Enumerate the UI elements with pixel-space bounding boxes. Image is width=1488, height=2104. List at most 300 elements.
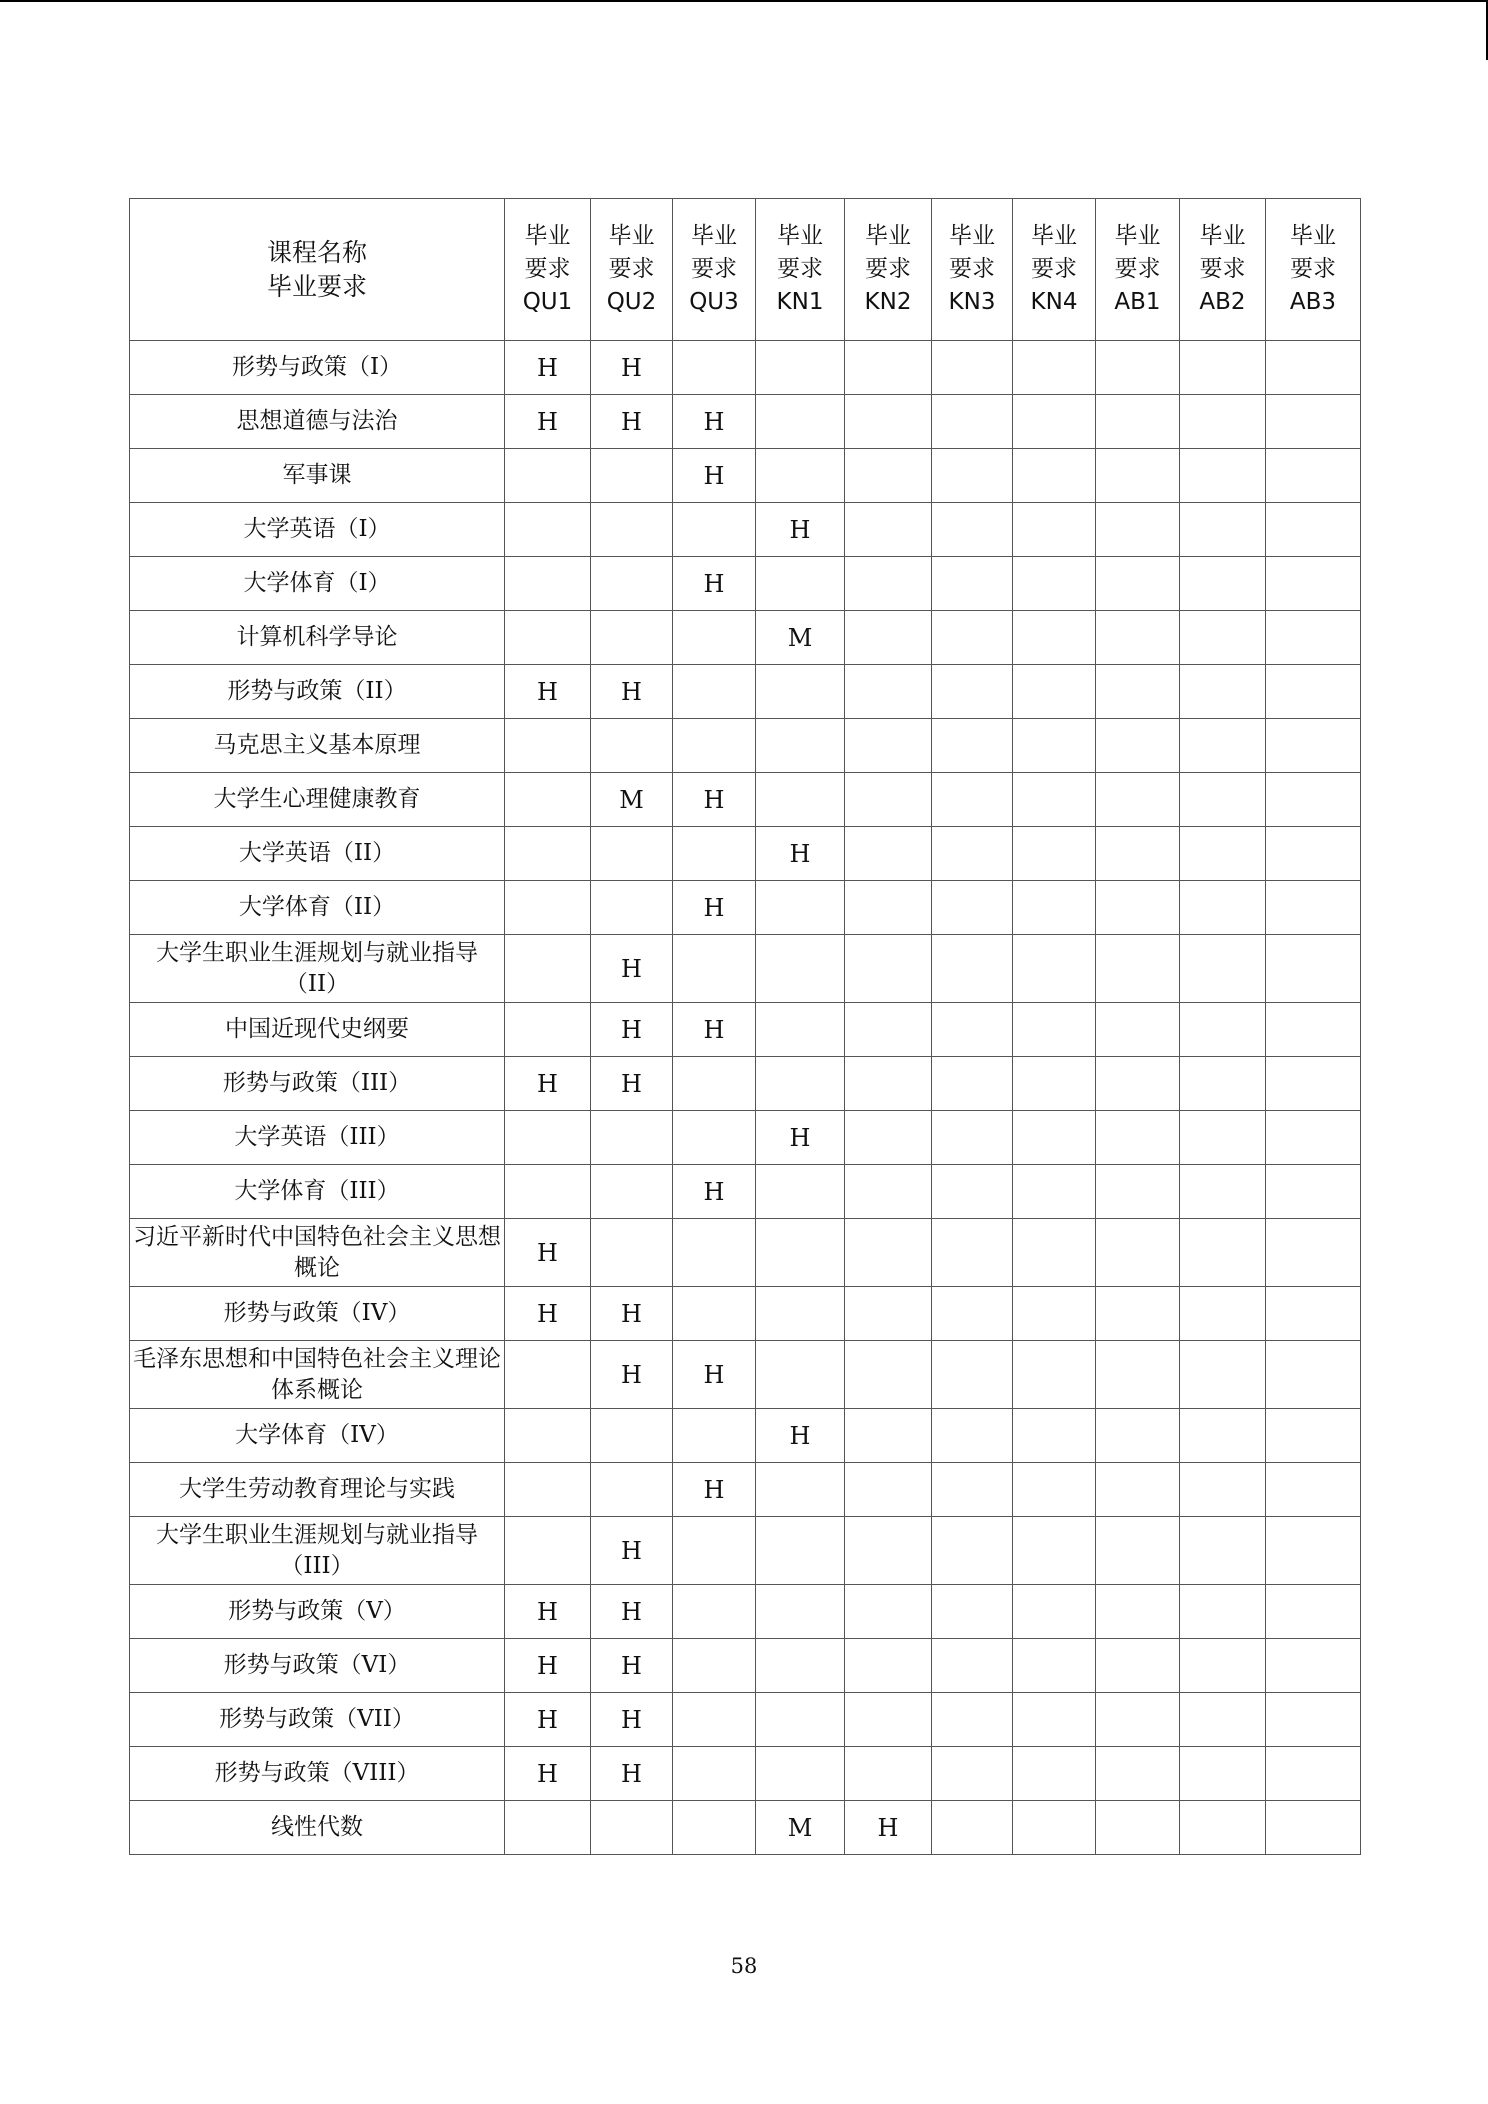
support-level-cell-qu1 (505, 773, 591, 827)
support-level-cell-ab3 (1266, 1003, 1361, 1057)
support-level-cell-ab3 (1266, 1165, 1361, 1219)
table-row (130, 827, 1361, 881)
support-level-cell-qu3 (673, 1585, 756, 1639)
support-level-cell-kn1 (756, 1463, 845, 1517)
support-level-cell-ab3 (1266, 1057, 1361, 1111)
support-level-cell-ab2 (1180, 1693, 1266, 1747)
table-row (130, 1341, 1361, 1409)
support-level-cell-kn3 (932, 881, 1013, 935)
support-level-cell-qu1: H (505, 395, 591, 449)
support-level-cell-kn1 (756, 449, 845, 503)
support-level-cell-ab2 (1180, 1409, 1266, 1463)
column-header-kn3 (932, 199, 1013, 341)
table-row (130, 557, 1361, 611)
course-name-cell: 大学生心理健康教育 (130, 773, 505, 827)
support-level-cell-ab1 (1096, 1287, 1180, 1341)
support-level-cell-kn4 (1013, 1801, 1096, 1855)
support-level-cell-ab1 (1096, 665, 1180, 719)
course-requirement-matrix (129, 198, 1361, 1855)
column-header-code: AB3 (1289, 289, 1337, 315)
support-level-cell-kn2 (845, 1463, 932, 1517)
support-level-cell-kn1: H (756, 503, 845, 557)
support-level-cell-ab2 (1180, 1219, 1266, 1287)
course-name-cell: 习近平新时代中国特色社会主义思想概论 (130, 1219, 505, 1287)
table-row (130, 1463, 1361, 1517)
support-level-cell-ab2 (1180, 1639, 1266, 1693)
support-level-cell-kn1: H (756, 1111, 845, 1165)
support-level-cell-qu3: H (673, 1165, 756, 1219)
support-level-cell-qu1: H (505, 1219, 591, 1287)
support-level-cell-qu3 (673, 1517, 756, 1585)
support-level-cell-ab2 (1180, 1517, 1266, 1585)
course-name-cell: 大学英语（III） (130, 1111, 505, 1165)
support-level-cell-kn4 (1013, 1639, 1096, 1693)
table-row (130, 341, 1361, 395)
column-header-label-l1: 毕业 (608, 223, 655, 249)
support-level-cell-qu3 (673, 1747, 756, 1801)
support-level-cell-ab1 (1096, 1517, 1180, 1585)
support-level-cell-ab3 (1266, 827, 1361, 881)
support-level-cell-kn1 (756, 395, 845, 449)
support-level-cell-kn1 (756, 773, 845, 827)
course-name-cell: 大学生职业生涯规划与就业指导（II） (130, 935, 505, 1003)
support-level-cell-qu3 (673, 827, 756, 881)
course-name-cell: 形势与政策（III） (130, 1057, 505, 1111)
support-level-cell-kn2 (845, 935, 932, 1003)
support-level-cell-kn2 (845, 1747, 932, 1801)
support-level-cell-kn1 (756, 1517, 845, 1585)
course-name-cell: 形势与政策（II） (130, 665, 505, 719)
support-level-cell-qu2 (591, 881, 673, 935)
support-level-cell-kn3 (932, 503, 1013, 557)
column-header-label-l1: 毕业 (1290, 223, 1336, 249)
support-level-cell-ab1 (1096, 827, 1180, 881)
support-level-cell-kn3 (932, 665, 1013, 719)
support-level-cell-ab1 (1096, 1165, 1180, 1219)
support-level-cell-kn4 (1013, 1111, 1096, 1165)
support-level-cell-ab2 (1180, 773, 1266, 827)
table-row (130, 1003, 1361, 1057)
table-row (130, 719, 1361, 773)
support-level-cell-kn1 (756, 881, 845, 935)
support-level-cell-kn1 (756, 1057, 845, 1111)
support-level-cell-ab2 (1180, 881, 1266, 935)
support-level-cell-kn3 (932, 1639, 1013, 1693)
support-level-cell-qu3 (673, 1801, 756, 1855)
support-level-cell-qu2: H (591, 395, 673, 449)
support-level-cell-qu3 (673, 1057, 756, 1111)
support-level-cell-ab1 (1096, 1057, 1180, 1111)
column-header-label-l1: 毕业 (865, 223, 911, 249)
table-row (130, 1111, 1361, 1165)
support-level-cell-kn3 (932, 1801, 1013, 1855)
support-level-cell-qu1: H (505, 341, 591, 395)
course-name-cell: 大学英语（I） (130, 503, 505, 557)
support-level-cell-ab2 (1180, 1585, 1266, 1639)
support-level-cell-kn2 (845, 1165, 932, 1219)
support-level-cell-kn1 (756, 1639, 845, 1693)
support-level-cell-ab3 (1266, 557, 1361, 611)
support-level-cell-ab3 (1266, 1287, 1361, 1341)
support-level-cell-qu1 (505, 719, 591, 773)
table-row (130, 1639, 1361, 1693)
support-level-cell-qu1: H (505, 1287, 591, 1341)
support-level-cell-kn1 (756, 719, 845, 773)
table-row (130, 773, 1361, 827)
course-name-cell: 大学体育（III） (130, 1165, 505, 1219)
support-level-cell-ab2 (1180, 1057, 1266, 1111)
table-row (130, 1517, 1361, 1585)
support-level-cell-qu2 (591, 1111, 673, 1165)
support-level-cell-ab3 (1266, 503, 1361, 557)
support-level-cell-kn2 (845, 665, 932, 719)
support-level-cell-qu2 (591, 503, 673, 557)
column-header-label-l2: 要求 (949, 256, 995, 282)
support-level-cell-qu2 (591, 1463, 673, 1517)
support-level-cell-qu2: H (591, 1003, 673, 1057)
course-name-cell: 中国近现代史纲要 (130, 1003, 505, 1057)
support-level-cell-qu3: H (673, 1463, 756, 1517)
support-level-cell-qu3 (673, 1219, 756, 1287)
support-level-cell-qu3 (673, 1287, 756, 1341)
support-level-cell-kn2: H (845, 1801, 932, 1855)
support-level-cell-qu2: H (591, 1747, 673, 1801)
support-level-cell-qu3: H (673, 1003, 756, 1057)
support-level-cell-kn1 (756, 557, 845, 611)
support-level-cell-kn4 (1013, 1463, 1096, 1517)
support-level-cell-kn3 (932, 449, 1013, 503)
table-row (130, 1219, 1361, 1287)
support-level-cell-kn3 (932, 1517, 1013, 1585)
support-level-cell-ab1 (1096, 773, 1180, 827)
support-level-cell-kn4 (1013, 1219, 1096, 1287)
support-level-cell-kn4 (1013, 1165, 1096, 1219)
support-level-cell-kn1: H (756, 1409, 845, 1463)
support-level-cell-qu1: H (505, 1585, 591, 1639)
support-level-cell-kn2 (845, 1409, 932, 1463)
support-level-cell-qu1 (505, 611, 591, 665)
support-level-cell-kn2 (845, 1585, 932, 1639)
support-level-cell-kn4 (1013, 1585, 1096, 1639)
support-level-cell-kn4 (1013, 341, 1096, 395)
table-row (130, 665, 1361, 719)
support-level-cell-qu2 (591, 1409, 673, 1463)
column-header-label-l1: 毕业 (691, 223, 737, 249)
support-level-cell-qu3 (673, 665, 756, 719)
support-level-cell-kn2 (845, 773, 932, 827)
support-level-cell-qu2 (591, 1219, 673, 1287)
table-row (130, 935, 1361, 1003)
table-row (130, 1287, 1361, 1341)
column-header-code: AB2 (1199, 289, 1246, 315)
support-level-cell-qu1 (505, 1341, 591, 1409)
support-level-cell-qu3: H (673, 557, 756, 611)
support-level-cell-kn1: H (756, 827, 845, 881)
support-level-cell-ab3 (1266, 1585, 1361, 1639)
support-level-cell-ab2 (1180, 1287, 1266, 1341)
column-header-label-l2: 要求 (1199, 256, 1246, 282)
support-level-cell-kn2 (845, 1639, 932, 1693)
support-level-cell-ab1 (1096, 1341, 1180, 1409)
support-level-cell-ab2 (1180, 935, 1266, 1003)
course-name-cell: 军事课 (130, 449, 505, 503)
support-level-cell-kn3 (932, 557, 1013, 611)
support-level-cell-ab1 (1096, 719, 1180, 773)
corner-header-course-name: 课程名称 (266, 237, 367, 267)
support-level-cell-qu3 (673, 611, 756, 665)
support-level-cell-qu1 (505, 881, 591, 935)
column-header-label-l2: 要求 (524, 256, 571, 282)
support-level-cell-kn4 (1013, 1747, 1096, 1801)
support-level-cell-qu1 (505, 449, 591, 503)
support-level-cell-qu2: H (591, 1057, 673, 1111)
support-level-cell-kn2 (845, 1517, 932, 1585)
support-level-cell-kn1: M (756, 611, 845, 665)
support-level-cell-ab3 (1266, 1341, 1361, 1409)
column-header-ab2 (1180, 199, 1266, 341)
support-level-cell-qu3: H (673, 773, 756, 827)
course-name-cell: 形势与政策（VII） (130, 1693, 505, 1747)
support-level-cell-kn4 (1013, 1287, 1096, 1341)
support-level-cell-ab2 (1180, 1341, 1266, 1409)
support-level-cell-kn1 (756, 341, 845, 395)
course-name-cell: 线性代数 (130, 1801, 505, 1855)
support-level-cell-kn4 (1013, 449, 1096, 503)
support-level-cell-qu1 (505, 1801, 591, 1855)
support-level-cell-ab2 (1180, 719, 1266, 773)
support-level-cell-ab2 (1180, 1165, 1266, 1219)
support-level-cell-kn2 (845, 503, 932, 557)
table-row (130, 1409, 1361, 1463)
support-level-cell-ab1 (1096, 881, 1180, 935)
column-header-label-l2: 要求 (1031, 256, 1077, 282)
column-header-label-l2: 要求 (865, 256, 911, 282)
column-header-kn2 (845, 199, 932, 341)
column-header-code: KN2 (864, 289, 912, 315)
support-level-cell-kn3 (932, 1111, 1013, 1165)
support-level-cell-ab1 (1096, 1801, 1180, 1855)
support-level-cell-ab1 (1096, 1693, 1180, 1747)
support-level-cell-ab2 (1180, 557, 1266, 611)
support-level-cell-kn3 (932, 773, 1013, 827)
support-level-cell-qu3 (673, 503, 756, 557)
support-level-cell-qu1 (505, 1111, 591, 1165)
support-level-cell-kn4 (1013, 935, 1096, 1003)
support-level-cell-qu3 (673, 935, 756, 1003)
support-level-cell-ab3 (1266, 665, 1361, 719)
support-level-cell-kn3 (932, 1747, 1013, 1801)
column-header-label-l2: 要求 (777, 256, 823, 282)
support-level-cell-qu1: H (505, 1693, 591, 1747)
support-level-cell-kn3 (932, 611, 1013, 665)
support-level-cell-qu2 (591, 719, 673, 773)
support-level-cell-ab3 (1266, 1517, 1361, 1585)
support-level-cell-kn1 (756, 665, 845, 719)
support-level-cell-kn1 (756, 1003, 845, 1057)
course-name-cell: 马克思主义基本原理 (130, 719, 505, 773)
column-header-label-l1: 毕业 (1199, 223, 1246, 249)
support-level-cell-ab2 (1180, 449, 1266, 503)
support-level-cell-ab3 (1266, 773, 1361, 827)
table-row (130, 611, 1361, 665)
support-level-cell-qu1 (505, 935, 591, 1003)
support-level-cell-kn4 (1013, 395, 1096, 449)
course-name-cell: 大学生职业生涯规划与就业指导（III） (130, 1517, 505, 1585)
course-name-cell: 大学英语（II） (130, 827, 505, 881)
support-level-cell-ab3 (1266, 449, 1361, 503)
support-level-cell-kn1 (756, 1219, 845, 1287)
course-name-cell: 思想道德与法治 (130, 395, 505, 449)
support-level-cell-qu2: H (591, 1585, 673, 1639)
support-level-cell-kn3 (932, 1463, 1013, 1517)
course-name-cell: 毛泽东思想和中国特色社会主义理论体系概论 (130, 1341, 505, 1409)
support-level-cell-qu1 (505, 1463, 591, 1517)
support-level-cell-ab3 (1266, 1747, 1361, 1801)
support-level-cell-kn4 (1013, 557, 1096, 611)
support-level-cell-kn2 (845, 827, 932, 881)
course-name-cell: 大学体育（IV） (130, 1409, 505, 1463)
support-level-cell-qu2 (591, 557, 673, 611)
support-level-cell-kn4 (1013, 611, 1096, 665)
support-level-cell-qu2: H (591, 1693, 673, 1747)
column-header-code: KN3 (948, 289, 996, 315)
column-header-label-l1: 毕业 (777, 223, 823, 249)
support-level-cell-ab3 (1266, 1219, 1361, 1287)
support-level-cell-ab3 (1266, 719, 1361, 773)
support-level-cell-ab3 (1266, 881, 1361, 935)
support-level-cell-qu3: H (673, 881, 756, 935)
table-row (130, 1747, 1361, 1801)
column-header-kn4 (1013, 199, 1096, 341)
course-name-cell: 形势与政策（VI） (130, 1639, 505, 1693)
support-level-cell-ab1 (1096, 503, 1180, 557)
support-level-cell-ab3 (1266, 611, 1361, 665)
column-header-code: AB1 (1114, 289, 1161, 315)
support-level-cell-qu2 (591, 1165, 673, 1219)
support-level-cell-kn3 (932, 341, 1013, 395)
support-level-cell-qu1 (505, 1003, 591, 1057)
support-level-cell-kn2 (845, 1003, 932, 1057)
support-level-cell-qu1: H (505, 1639, 591, 1693)
support-level-cell-ab3 (1266, 1409, 1361, 1463)
support-level-cell-qu3 (673, 1409, 756, 1463)
support-level-cell-qu1 (505, 557, 591, 611)
support-level-cell-kn2 (845, 557, 932, 611)
support-level-cell-kn3 (932, 719, 1013, 773)
support-level-cell-kn3 (932, 1165, 1013, 1219)
support-level-cell-ab2 (1180, 1003, 1266, 1057)
support-level-cell-ab1 (1096, 341, 1180, 395)
column-header-label-l2: 要求 (1114, 256, 1161, 282)
course-name-cell: 大学体育（I） (130, 557, 505, 611)
support-level-cell-ab2 (1180, 1463, 1266, 1517)
support-level-cell-kn2 (845, 395, 932, 449)
support-level-cell-qu2: H (591, 1287, 673, 1341)
column-header-code: QU1 (522, 289, 573, 315)
support-level-cell-ab3 (1266, 1693, 1361, 1747)
column-header-ab3 (1266, 199, 1361, 341)
support-level-cell-kn3 (932, 395, 1013, 449)
support-level-cell-kn3 (932, 1693, 1013, 1747)
support-level-cell-kn2 (845, 449, 932, 503)
support-level-cell-ab3 (1266, 341, 1361, 395)
support-level-cell-qu1: H (505, 665, 591, 719)
page-top-border (0, 0, 1488, 2)
table-row (130, 449, 1361, 503)
support-level-cell-kn1 (756, 1693, 845, 1747)
support-level-cell-ab2 (1180, 503, 1266, 557)
table-row (130, 881, 1361, 935)
support-level-cell-ab2 (1180, 395, 1266, 449)
table-row (130, 503, 1361, 557)
support-level-cell-ab1 (1096, 1003, 1180, 1057)
table-row (130, 1801, 1361, 1855)
table-row (130, 1057, 1361, 1111)
course-name-cell: 大学体育（II） (130, 881, 505, 935)
support-level-cell-kn4 (1013, 1341, 1096, 1409)
support-level-cell-ab1 (1096, 935, 1180, 1003)
support-level-cell-ab1 (1096, 449, 1180, 503)
support-level-cell-qu1: H (505, 1747, 591, 1801)
column-header-qu2 (591, 199, 673, 341)
header-row (130, 199, 1361, 341)
support-level-cell-qu3 (673, 1111, 756, 1165)
support-level-cell-kn3 (932, 1057, 1013, 1111)
support-level-cell-kn1 (756, 1287, 845, 1341)
column-header-ab1 (1096, 199, 1180, 341)
support-level-cell-kn2 (845, 611, 932, 665)
support-level-cell-kn4 (1013, 1409, 1096, 1463)
support-level-cell-qu3 (673, 719, 756, 773)
support-level-cell-qu2 (591, 449, 673, 503)
support-level-cell-kn4 (1013, 1057, 1096, 1111)
support-level-cell-kn1: M (756, 1801, 845, 1855)
support-level-cell-ab2 (1180, 1747, 1266, 1801)
support-level-cell-qu2 (591, 827, 673, 881)
support-level-cell-kn4 (1013, 773, 1096, 827)
support-level-cell-kn2 (845, 1287, 932, 1341)
support-level-cell-ab2 (1180, 827, 1266, 881)
support-level-cell-qu2: H (591, 1517, 673, 1585)
column-header-label-l2: 要求 (691, 256, 737, 282)
table-row (130, 1585, 1361, 1639)
column-header-label-l1: 毕业 (524, 223, 571, 249)
support-level-cell-ab1 (1096, 1463, 1180, 1517)
support-level-cell-ab1 (1096, 1219, 1180, 1287)
column-header-kn1 (756, 199, 845, 341)
support-level-cell-ab1 (1096, 1409, 1180, 1463)
support-level-cell-kn3 (932, 935, 1013, 1003)
support-level-cell-qu2: H (591, 665, 673, 719)
support-level-cell-kn4 (1013, 503, 1096, 557)
support-level-cell-kn3 (932, 1003, 1013, 1057)
support-level-cell-ab1 (1096, 1747, 1180, 1801)
course-name-cell: 计算机科学导论 (130, 611, 505, 665)
support-level-cell-qu3: H (673, 449, 756, 503)
support-level-cell-ab3 (1266, 1111, 1361, 1165)
support-level-cell-kn4 (1013, 1693, 1096, 1747)
support-level-cell-qu1 (505, 1517, 591, 1585)
column-header-code: KN1 (776, 289, 824, 315)
support-level-cell-kn4 (1013, 1003, 1096, 1057)
column-header-label-l2: 要求 (1290, 256, 1336, 282)
column-header-label-l1: 毕业 (1031, 223, 1077, 249)
support-level-cell-qu2 (591, 611, 673, 665)
support-level-cell-qu3 (673, 1693, 756, 1747)
course-name-cell: 形势与政策（VIII） (130, 1747, 505, 1801)
page-number: 58 (730, 1954, 758, 1978)
support-level-cell-ab2 (1180, 665, 1266, 719)
